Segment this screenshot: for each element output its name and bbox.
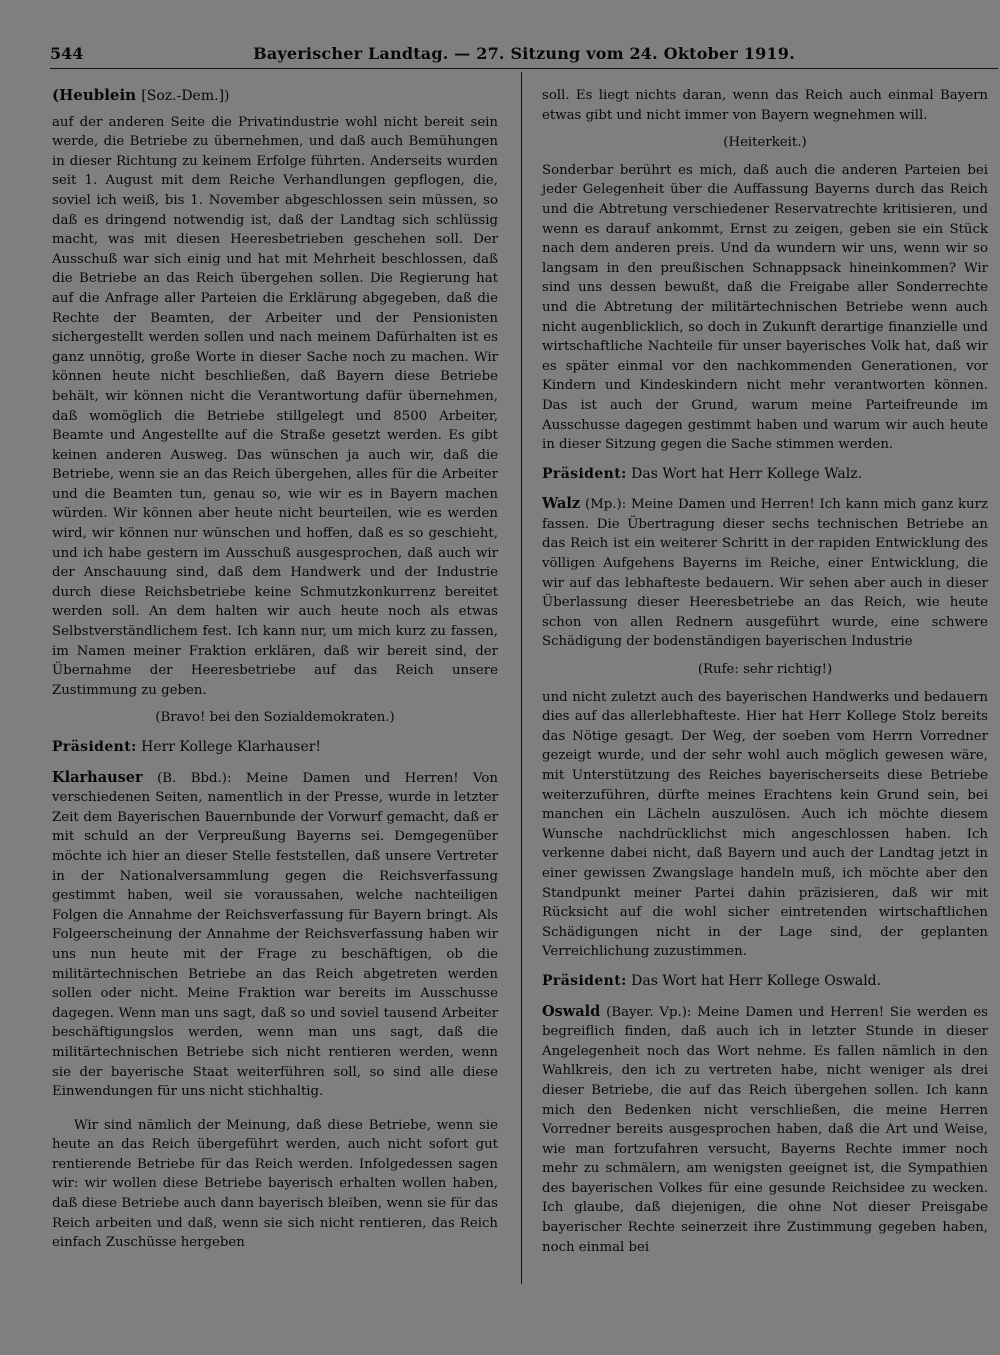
president-line — [542, 972, 988, 992]
speaker-name: Walz — [542, 495, 581, 513]
president-label: Präsident: — [52, 739, 137, 755]
speaker-party: (B. Bbd.): — [157, 770, 232, 786]
speech-paragraph — [542, 1002, 988, 1258]
interjection: (Rufe: sehr richtig!) — [697, 662, 833, 678]
right-column — [542, 86, 988, 1257]
paragraph-text: Meine Damen und Herren! Von verschiedenen Seiten, namentlich in der Presse, wurde in letzter Zeit dem Bayerischen Bauernbunde der Vorwurf gemacht, daß er mit schuld an der Verpreußung Bayerns sei. Demgegenüber möchte ich hier an dieser Stelle feststellen, daß unsere Vertreter in der Nationalversammlung gegen die Reichsverfassung gestimmt haben, weil sie voraussahen, welche nachteiligen Folgen die Annahme der Reichsverfassung für Bayern bringt. Als Folgeerscheinung der Annahme der Reichsverfassung haben wir uns nun heute mit der Frage zu beschäftigen, ob die militärtechnischen Betriebe an das Reich abgetreten werden sollen oder nicht. Meine Fraktion war bereits im Ausschusse dagegen. Wenn man uns sagt, daß so und soviel tausend Arbeiter beschäftigungslos werden, wenn man uns sagt, daß die militärtechnischen Betriebe sich nicht rentieren werden, wenn sie der bayerische Staat weiterführen soll, so sind alle diese Einwendungen für uns nicht stichhaltig. — [52, 770, 498, 1100]
president-label: Präsident: — [542, 465, 627, 482]
president-text: Das Wort hat Herr Kollege Walz. — [631, 465, 863, 482]
paragraph: auf der anderen Seite die Privatindustrie wohl nicht bereit sein werde, die Betriebe zu übernehmen, und daß auch Bemühungen in dieser Richtung zu keinem Erfolge führten. Anderseits wurden seit 1. August mit dem Reiche Verhandlungen gepflogen, die, soviel ich weiß, bis 1. November abgeschlossen sein müssen, so daß es dringend notwendig ist, daß der Landtag sich schlüssig macht, was mit diesen Heeresbetrieben geschehen soll. Der Ausschuß war sich einig und hat mit Mehrheit beschlossen, daß die Betriebe an das Reich übergehen sollen. Die Regierung hat auf die Anfrage aller Parteien die Erklärung abgegeben, daß die Rechte der Beamten, der Arbeiter und der Pensionisten sichergestellt werden sollen und nach meinem Dafürhalten ist es ganz unnötig, große Worte in dieser Sache noch zu machen. Wir können heute nicht beschließen, daß Bayern diese Betriebe behält, wir können nicht die Verantwortung dafür übernehmen, daß womöglich die Betriebe stillgelegt und 8500 Arbeiter, Beamte und Angestellte auf die Straße gesetzt werden. Es gibt keinen anderen Ausweg. Das wünschen ja auch wir, daß die Betriebe, wenn sie an das Reich übergehen, alles für die Arbeiter und die Beamten tun, genau so, wie wir es in Bayern machen würden. Wir können aber heute nicht beurteilen, wie es werden wird, wir können nur wünschen und hoffen, daß es so geschieht, und ich habe gestern im Ausschuß ausgesprochen, daß auch wir der Anschauung sind, daß dem Handwerk und der Industrie durch diese Reichsbetriebe keine Schmutzkonkurrenz bereitet werden soll. An dem halten wir auch heute noch als etwas Selbstverständlichem fest. Ich kann nur, um mich kurz zu fassen, im Namen meiner Fraktion erklären, daß wir bereit sind, der Übernahme der Heeresbetriebe auf das Reich unsere Zustimmung zu geben. — [52, 114, 498, 698]
paragraph-text: Meine Damen und Herren! Sie werden es begreiflich finden, daß auch ich in letzter Stunde in dieser Angelegenheit noch das Wort nehme. Es fallen nämlich in den Wahlkreis, den ich zu vertreten habe, nicht weniger als drei dieser Betriebe, die auf das Reich übergehen sollen. Ich kann mich den Bedenken nicht verschließen, die meine Herren Vorredner bereits ausgesprochen haben, daß die Art und Weise, wie man fortzufahren versucht, Bayerns Rechte immer noch mehr zu schmälern, am wenigsten geeignet ist, die Sympathien des bayerischen Volkes für eine gesunde Reichsidee zu wecken. Ich glaube, daß diejenigen, die ohne Not dieser Preisgabe bayerischer Rechte seinerzeit ihre Zustimmung gegeben haben, noch einmal bei — [542, 1004, 988, 1255]
page-header — [50, 44, 998, 69]
speaker-party: (Bayer. Vp.): — [606, 1004, 692, 1020]
page-number: 544 — [50, 44, 84, 63]
speech-paragraph — [542, 494, 988, 652]
paragraph: soll. Es liegt nichts daran, wenn das Reich auch einmal Bayern etwas gibt und nicht immer von Bayern wegnehmen will. — [542, 88, 988, 123]
paragraph: und nicht zuletzt auch des bayerischen Handwerks und bedauern dies auf das allerlebhafteste. Hier hat Herr Kollege Stolz bereits das Nötige gesagt. Der Weg, der soeben vom Herrn Vorredner gezeigt wurde, und der sehr wohl auch möglich gewesen wäre, mit Unterstützung des Reiches bayerischerseits diese Betriebe weiterzuführen, dürfte meines Erachtens kein Grund sein, bei manchen ein Lächeln auszulösen. Auch ich möchte diesem Wunsche nachdrücklichst mich angeschlossen haben. Ich verkenne dabei nicht, daß Bayern und auch der Landtag jetzt in einer gewissen Zwangslage handeln muß, ich möchte aber den Standpunkt meiner Partei dahin präzisieren, daß wir mit Rücksicht auf die wohl sicher eintretenden wirtschaftlichen Schädigungen nicht in der Lage sind, der geplanten Verreichlichung zuzustimmen. — [542, 689, 988, 960]
interjection: (Heiterkeit.) — [723, 135, 807, 151]
speaker-name: (Heublein — [52, 86, 137, 104]
paragraph: Sonderbar berührt es mich, daß auch die anderen Parteien bei jeder Gelegenheit über die Auffassung Bayerns durch das Reich und die Abtretung verschiedener Reservatrechte kritisieren, und wenn es darauf ankommt, Ernst zu zeigen, geben sie ein Stück nach dem anderen preis. Und da wundern wir uns, wenn wir so langsam in den preußischen Schnappsack hineinkommen? Wir sind uns dessen bewußt, daß die Freigabe aller Sonderrechte und die Abtretung der militärtechnischen Betriebe wenn auch nicht augenblicklich, so doch in Zukunft derartige finanzielle und wirtschaftliche Nachteile für unser bayerisches Volk hat, daß wir es später einmal vor den nachkommenden Generationen, vor Kindern und Kindeskindern nicht mehr verantworten können. Das ist auch der Grund, warum meine Parteifreunde im Ausschusse dagegen gestimmt haben und warum wir auch heute in dieser Sitzung gegen die Sache stimmen werden. — [542, 162, 988, 453]
speaker-heading — [52, 86, 498, 107]
left-column — [52, 86, 498, 1253]
president-text: Herr Kollege Klarhauser! — [141, 739, 322, 755]
speaker-name: Oswald — [542, 1002, 601, 1020]
president-line — [52, 738, 498, 758]
running-title: Bayerischer Landtag. — 27. Sitzung vom 24. Oktober 1919. — [253, 44, 795, 63]
speaker-name: Klarhauser — [52, 768, 143, 786]
interjection: (Bravo! bei den Sozialdemokraten.) — [155, 710, 395, 726]
paragraph: Wir sind nämlich der Meinung, daß diese Betriebe, wenn sie heute an das Reich übergeführt werden, auch nicht sofort gut rentierende Betriebe für das Reich werden. Infolgedessen sagen wir: wir wollen diese Betriebe bayerisch erhalten wollen haben, daß diese Betriebe auch dann bayerisch bleiben, wenn sie für das Reich arbeiten und daß, wenn sie sich nicht rentieren, das Reich einfach Zuschüsse hergeben — [52, 1117, 498, 1251]
president-label: Präsident: — [542, 972, 627, 989]
president-line — [542, 465, 988, 485]
speaker-party: (Mp.): — [584, 497, 627, 513]
paragraph-text: Meine Damen und Herren! Ich kann mich ganz kurz fassen. Die Übertragung dieser sechs technischen Betriebe an das Reich ist ein weiterer Schritt in der rapiden Entwicklung des völligen Aufgehens Bayerns im Reiche, einer Entwicklung, die wir auf das lebhafteste bedauern. Wir sehen aber auch in dieser Überlassung dieser Heeresbetriebe an das Reich, wie heute schon von allen Rednern ausgeführt wurde, eine schwere Schädigung der bodenständigen bayerischen Industrie — [542, 497, 988, 650]
president-text: Das Wort hat Herr Kollege Oswald. — [631, 972, 882, 989]
speech-paragraph — [52, 768, 498, 1102]
column-divider — [521, 72, 522, 1284]
speaker-party: [Soz.-Dem.]) — [141, 88, 230, 104]
